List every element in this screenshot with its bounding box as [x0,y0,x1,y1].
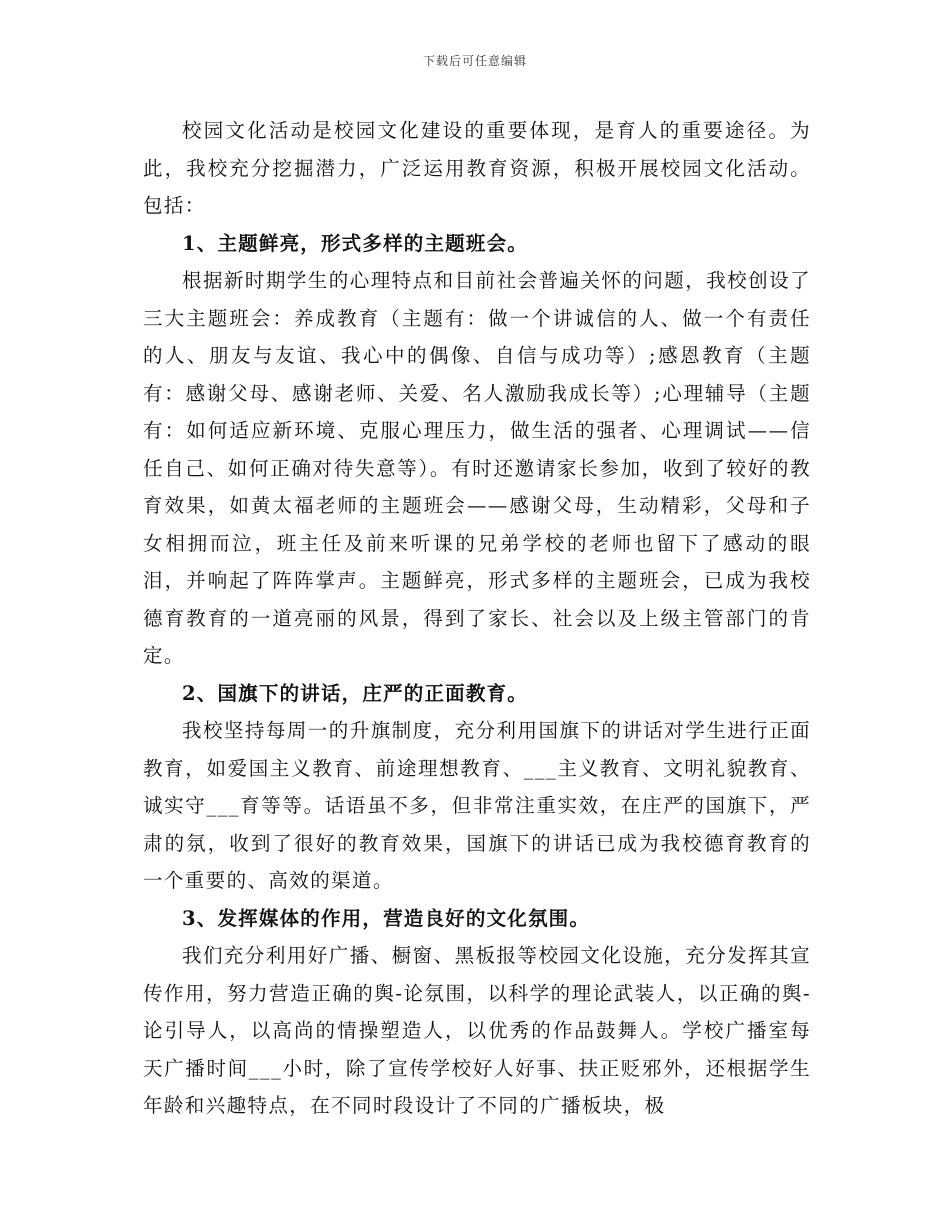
section-body-1: 根据新时期学生的心理特点和目前社会普遍关怀的问题，我校创设了三大主题班会：养成教育（主题有：做一个讲诚信的人、做一个有责任的人、朋友与友谊、我心中的偶像、自信与成功等）;感恩教育（主题有：感谢父母、感谢老师、关爱、名人激励我成长等）;心理辅导（主题有：如何适应新环境、克服心理压力，做生活的强者、心理调试——信任自己、如何正确对待失意等）。有时还邀请家长参加，收到了较好的教育效果，如黄太福老师的主题班会——感谢父母，生动精彩，父母和子女相拥而泣，班主任及前来听课的兄弟学校的老师也留下了感动的眼泪，并响起了阵阵掌声。主题鲜亮，形式多样的主题班会，已成为我校德育教育的一道亮丽的风景，得到了家长、社会以及上级主管部门的肯定。 [143,269,811,667]
section-body-3: 我们充分利用好广播、橱窗、黑板报等校园文化设施，充分发挥其宣传作用，努力营造正确的舆-论氛围，以科学的理论武装人，以正确的舆-论引导人，以高尚的情操塑造人，以优秀的作品鼓舞人。学校广播室每天广播时间___小时，除了宣传学校好人好事、扶正贬邪外，还根据学生年龄和兴趣特点，在不同时段设计了不同的广播板块，极 [143,944,811,1117]
document-body [143,112,811,1125]
page-header: 下载后可任意编辑 [422,54,527,68]
section-heading-3: 3、发挥媒体的作用，营造良好的文化氛围。 [182,906,591,930]
section-heading-2: 2、国旗下的讲话，庄严的正面教育。 [182,681,528,705]
intro-paragraph: 校园文化活动是校园文化建设的重要体现，是育人的重要途径。为此，我校充分挖掘潜力，广泛运用教育资源，积极开展校园文化活动。包括： [143,119,811,217]
section-heading-1: 1、主题鲜亮，形式多样的主题班会。 [182,231,528,255]
section-body-2: 我校坚持每周一的升旗制度，充分利用国旗下的讲话对学生进行正面教育，如爱国主义教育、前途理想教育、___主义教育、文明礼貌教育、诚实守___育等等。话语虽不多，但非常注重实效，在庄严的国旗下，严肃的氛，收到了很好的教育效果，国旗下的讲话已成为我校德育教育的一个重要的、高效的渠道。 [143,719,811,892]
